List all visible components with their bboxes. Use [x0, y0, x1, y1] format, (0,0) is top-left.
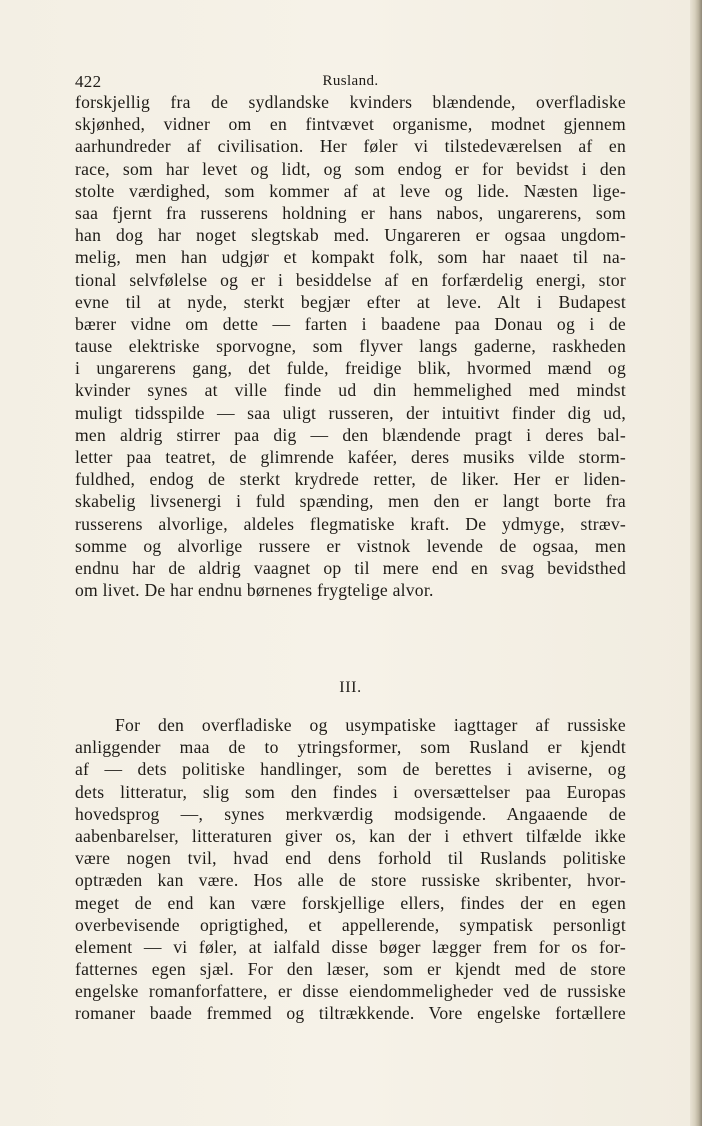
text-line: overbevisende oprigtighed, et appellerende, sympatisk personligt: [75, 914, 626, 935]
text-line: i ungarerens gang, det fulde, freidige blik, hvormed mænd og: [75, 358, 626, 379]
text-line: dets litteratur, slig som den findes i oversættelser paa Europas: [75, 781, 626, 802]
text-line: anliggender maa de to ytringsformer, som Rusland er kjendt: [75, 737, 626, 758]
text-line: fatternes egen sjæl. For den læser, som er kjendt med de store: [75, 959, 626, 980]
text-line: meget de end kan være forskjellige ellers, findes der en egen: [75, 892, 626, 913]
text-line: fuldhed, endog de sterkt krydrede retter, de liker. Her er liden-: [75, 469, 626, 490]
text-line: For den overfladiske og usympatiske iagttager af russiske: [115, 715, 626, 735]
text-line: somme og alvorlige russere er vistnok levende de ogsaa, men: [75, 535, 626, 556]
text-line: race, som har levet og lidt, og som endog er for bevidst i den: [75, 158, 626, 179]
text-line: forskjellig fra de sydlandske kvinders blændende, overfladiske: [75, 92, 626, 112]
paragraph-2: [75, 714, 626, 1025]
text-line: engelske romanforfattere, er disse eiendommeligheder ved de russiske: [75, 981, 626, 1002]
text-line: stolte værdighed, som kommer af at leve og lide. Næsten lige-: [75, 180, 626, 201]
text-line: tional selvfølelse og er i besiddelse af en forfærdelig energi, stor: [75, 269, 626, 290]
text-line: saa fjernt fra russerens holdning er hans nabos, ungarerens, som: [75, 202, 626, 223]
text-line: kvinder synes at ville finde ud din hemmelighed med mindst: [75, 380, 626, 401]
text-line: romaner baade fremmed og tiltrækkende. Vore engelske fortællere: [75, 1003, 626, 1024]
text-line: russerens alvorlige, aldeles flegmatiske kraft. De ydmyge, stræv-: [75, 513, 626, 534]
text-line: aarhundreder af civilisation. Her føler vi tilstedeværelsen af en: [75, 136, 626, 157]
text-line: melig, men han udgjør et kompakt folk, som har naaet til na-: [75, 247, 626, 268]
running-title: Rusland.: [322, 73, 379, 89]
section-heading: III.: [339, 679, 362, 696]
text-line: aabenbarelser, litteraturen giver os, kan der i ethvert tilfælde ikke: [75, 825, 626, 846]
page-edge-shadow: [690, 0, 702, 1126]
text-line: letter paa teatret, de glimrende kaféer, deres musiks vilde storm-: [75, 447, 626, 467]
text-line: element — vi føler, at ialfald disse bøger lægger frem for os for-: [75, 936, 626, 957]
text-line: optræden kan være. Hos alle de store russiske skribenter, hvor-: [75, 870, 626, 891]
text-line: evne til at nyde, sterkt begjær efter at leve. Alt i Budapest: [75, 291, 626, 312]
text-line: tause elektriske sporvogne, som flyver langs gaderne, raskheden: [75, 336, 626, 357]
text-line: om livet. De har endnu børnenes frygtelige alvor.: [75, 580, 434, 601]
text-line: af — dets politiske handlinger, som de berettes i aviserne, og: [75, 759, 626, 780]
text-line: muligt tidsspilde — saa uligt russeren, der intuitivt finder dig ud,: [75, 402, 626, 423]
text-line: skabelig livsenergi i fuld spænding, men den er langt borte fra: [75, 491, 626, 512]
text-line: skjønhed, vidner om en fintvævet organisme, modnet gjennem: [75, 114, 626, 135]
text-line: han dog har noget slegtskab med. Ungareren er ogsaa ungdom-: [75, 225, 626, 246]
text-line: endnu har de aldrig vaagnet op til mere end en svag bevidsthed: [75, 557, 626, 578]
text-line: hovedsprog —, synes merkværdig modsigende. Angaaende de: [75, 803, 626, 824]
text-line: men aldrig stirrer paa dig — den blændende pragt i deres bal-: [75, 424, 626, 445]
page-number: 422: [75, 72, 102, 91]
text-line: være nogen tvil, hvad end dens forhold til Ruslands politiske: [75, 848, 626, 869]
paragraph-1: [75, 91, 626, 601]
text-line: bærer vidne om dette — farten i baadene paa Donau og i de: [75, 313, 626, 334]
